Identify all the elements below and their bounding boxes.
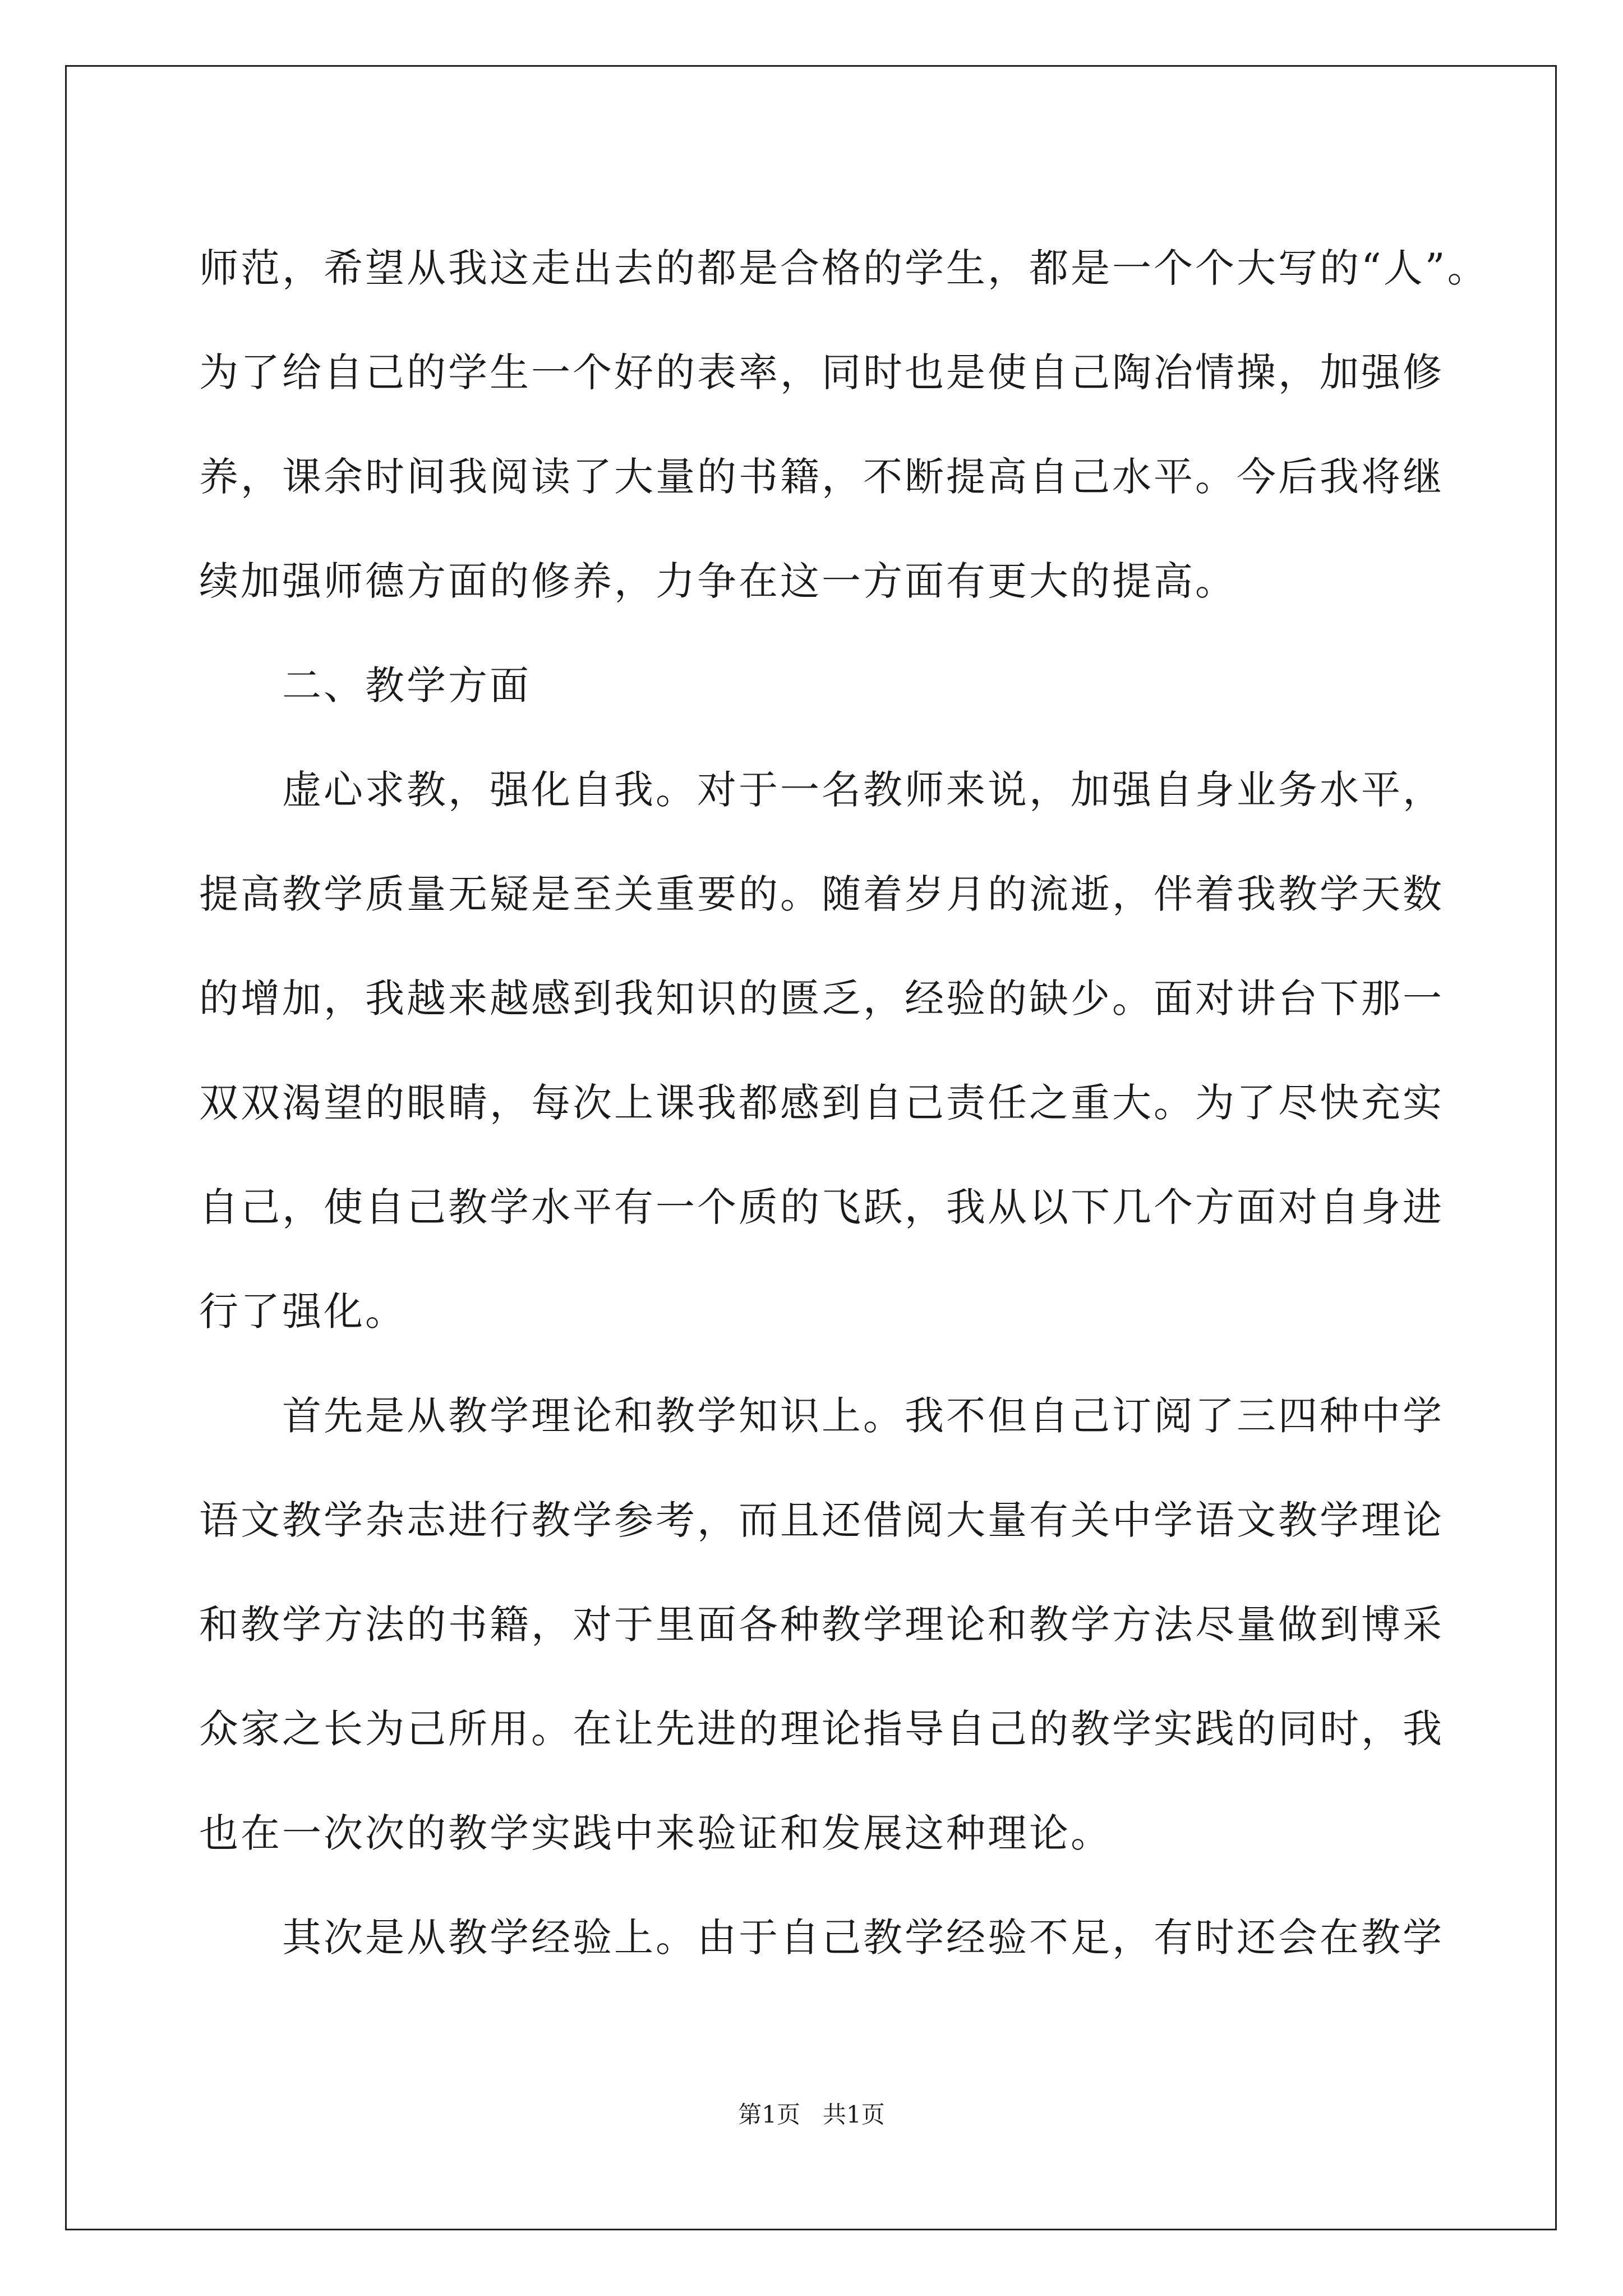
body-line: 自己，使自己教学水平有一个质的飞跃，我从以下几个方面对自身进 xyxy=(199,1184,1444,1230)
section-heading: 二、教学方面 xyxy=(282,662,531,708)
document-body xyxy=(199,216,1489,1990)
body-line: 为了给自己的学生一个好的表率，同时也是使自己陶冶情操，加强修 xyxy=(199,349,1444,395)
body-line: 的增加，我越来越感到我知识的匮乏，经验的缺少。面对讲台下那一 xyxy=(199,976,1444,1022)
body-line: 语文教学杂志进行教学参考，而且还借阅大量有关中学语文教学理论 xyxy=(199,1497,1444,1543)
body-line: 续加强师德方面的修养，力争在这一方面有更大的提高。 xyxy=(199,558,1237,604)
body-line: 行了强化。 xyxy=(199,1289,407,1335)
body-line: 养，课余时间我阅读了大量的书籍，不断提高自己水平。今后我将继 xyxy=(199,454,1444,500)
body-line: 其次是从教学经验上。由于自己教学经验不足，有时还会在教学 xyxy=(282,1915,1444,1961)
body-line: 双双渴望的眼睛，每次上课我都感到自己责任之重大。为了尽快充实 xyxy=(199,1080,1444,1126)
body-line: 提高教学质量无疑是至关重要的。随着岁月的流逝，伴着我教学天数 xyxy=(199,871,1444,917)
body-line: 师范，希望从我这走出去的都是合格的学生，都是一个个大写的“人”。 xyxy=(199,245,1489,291)
body-line: 众家之长为己所用。在让先进的理论指导自己的教学实践的同时，我 xyxy=(199,1706,1444,1752)
body-line: 和教学方法的书籍，对于里面各种教学理论和教学方法尽量做到博采 xyxy=(199,1602,1444,1648)
body-line: 虚心求教，强化自我。对于一名教师来说，加强自身业务水平， xyxy=(282,767,1444,813)
page-footer: 第1页 共1页 xyxy=(738,2101,885,2128)
body-line: 首先是从教学理论和教学知识上。我不但自己订阅了三四种中学 xyxy=(282,1393,1444,1439)
body-line: 也在一次次的教学实践中来验证和发展这种理论。 xyxy=(199,1810,1112,1856)
